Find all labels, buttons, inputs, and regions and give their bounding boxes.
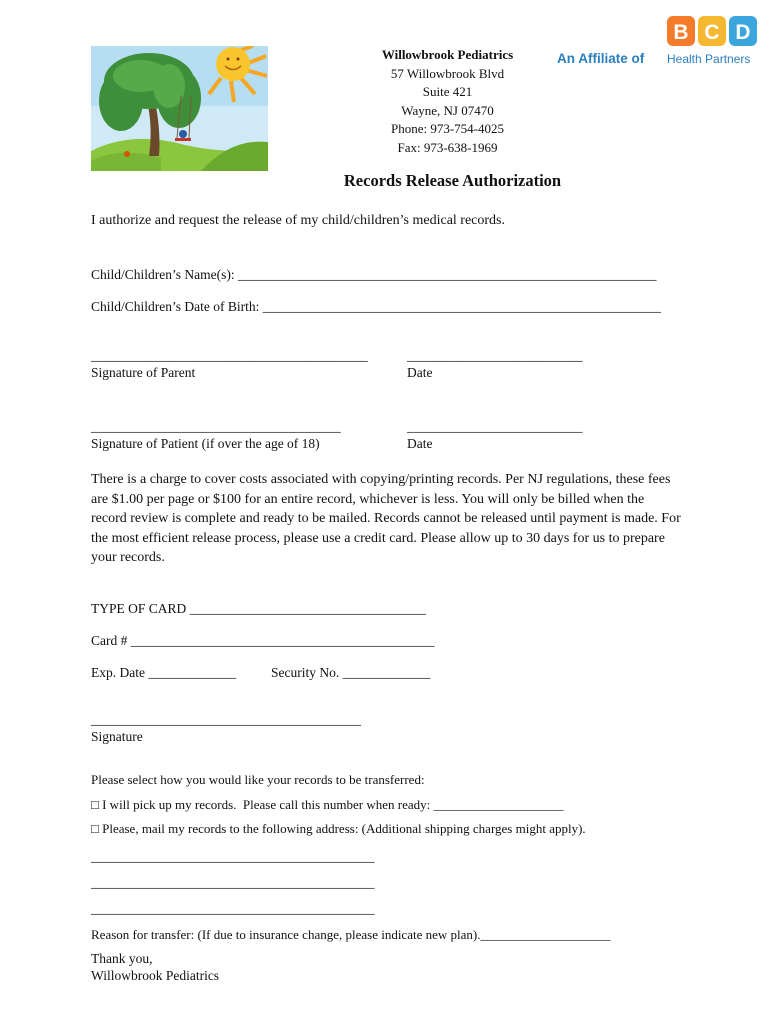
practice-name: Willowbrook Pediatrics: [381, 47, 514, 62]
card-type-field[interactable]: TYPE OF CARD ___________________________________: [91, 601, 426, 616]
affiliate-brand: Health Partners: [667, 52, 751, 66]
affiliate-prefix: An Affiliate of: [557, 51, 645, 66]
payment-signature-line[interactable]: ________________________________________: [91, 712, 361, 727]
phone-number: Phone: 973-754-4025: [390, 121, 505, 136]
patient-signature-label: Signature of Patient (if over the age of 18): [91, 436, 320, 451]
transfer-reason-field[interactable]: Reason for transfer: (If due to insurance change, please indicate new plan).____________________: [91, 927, 611, 942]
child-names-field[interactable]: Child/Children’s Name(s): ______________________________________________________________: [91, 267, 657, 282]
pickup-option[interactable]: □ I will pick up my records. Please call this number when ready: ____________________: [91, 797, 564, 812]
payment-signature-label: Signature: [91, 729, 143, 744]
logo-letter-c: C: [704, 21, 720, 44]
mail-address-line-3[interactable]: __________________________________________: [91, 901, 375, 916]
address-line-2: Suite 421: [422, 84, 473, 99]
address-line-1: 57 Willowbrook Blvd: [390, 65, 505, 81]
logo-letter-b: B: [673, 21, 689, 44]
patient-date-label: Date: [407, 436, 433, 451]
card-number-field[interactable]: Card # _____________________________________________: [91, 633, 435, 648]
closing-thanks: Thank you,: [91, 951, 153, 966]
exp-date-field[interactable]: Exp. Date _____________: [91, 665, 237, 680]
bcd-health-partners-logo: [557, 12, 762, 72]
patient-date-line[interactable]: __________________________: [407, 419, 583, 434]
willowbrook-tree-logo: [91, 46, 268, 171]
parent-signature-label: Signature of Parent: [91, 365, 196, 380]
parent-signature-line[interactable]: _________________________________________: [91, 348, 368, 363]
intro-text: I authorize and request the release of my child/children’s medical records.: [91, 213, 505, 228]
fax-number: Fax: 973-638-1969: [397, 139, 498, 155]
parent-date-label: Date: [407, 365, 433, 380]
mail-option[interactable]: □ Please, mail my records to the following address: (Additional shipping charges might apply).: [91, 821, 586, 836]
patient-signature-line[interactable]: _____________________________________: [91, 419, 341, 434]
fee-paragraph: There is a charge to cover costs associated with copying/printing records. Per NJ regulations, these fees are $1.00 per page or $100 for an entire record, whichever is less. You will only be billed when the record review is complete and ready to be mailed. Records cannot be released until payment is made. For the most efficient release process, please use a credit card. Please allow up to 30 days for us to prepare your records.: [91, 472, 681, 565]
security-number-field[interactable]: Security No. _____________: [271, 665, 431, 680]
transfer-prompt: Please select how you would like your records to be transferred:: [91, 772, 425, 787]
mail-address-line-1[interactable]: __________________________________________: [91, 849, 375, 864]
practice-header: [340, 46, 555, 157]
form-title: Records Release Authorization: [343, 171, 562, 190]
closing-signoff: Willowbrook Pediatrics: [91, 968, 220, 983]
mail-address-line-2[interactable]: __________________________________________: [91, 875, 375, 890]
address-city: Wayne, NJ 07470: [401, 102, 494, 118]
parent-date-line[interactable]: __________________________: [407, 348, 583, 363]
logo-letter-d: D: [735, 21, 751, 44]
child-dob-field[interactable]: Child/Children’s Date of Birth: ___________________________________________________________: [91, 299, 661, 314]
